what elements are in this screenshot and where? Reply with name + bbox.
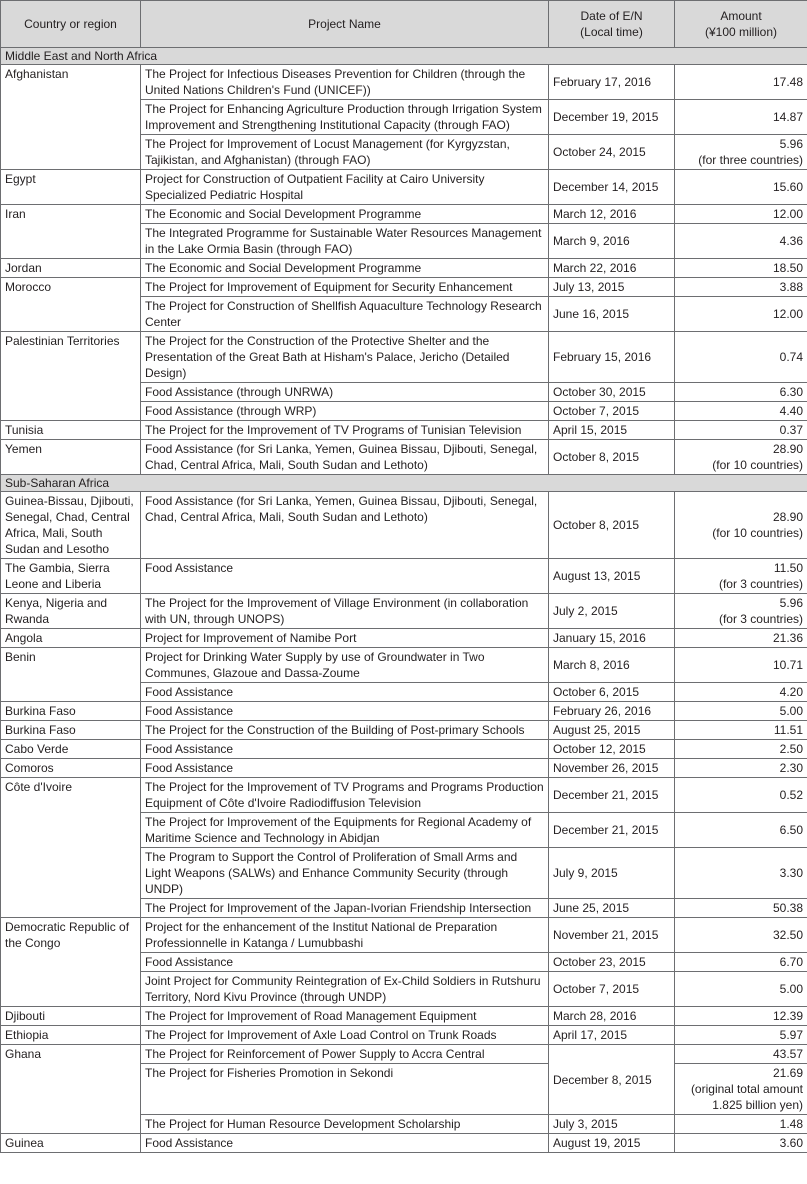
project-name-cell: Food Assistance — [141, 759, 549, 778]
project-name-cell: Food Assistance (for Sri Lanka, Yemen, Guinea Bissau, Djibouti, Senegal, Chad, Central Africa, Mali, South Sudan and Lethoto) — [141, 492, 549, 559]
project-name-cell: Project for Construction of Outpatient Facility at Cairo University Specialized Pediatric Hospital — [141, 170, 549, 205]
table-row — [1, 65, 807, 100]
header-amount-line2: (¥100 million) — [704, 25, 778, 39]
amount-cell — [675, 953, 807, 972]
header-date — [549, 1, 675, 48]
amount-cell — [675, 259, 807, 278]
date-cell: October 23, 2015 — [549, 953, 675, 972]
amount-note: (for 3 countries) — [718, 577, 803, 591]
amount-cell — [675, 848, 807, 899]
amount-cell — [675, 1134, 807, 1153]
project-name-cell: Food Assistance — [141, 1134, 549, 1153]
amount-value: 4.20 — [779, 685, 803, 699]
region-heading: Sub-Saharan Africa — [1, 475, 807, 492]
country-cell: Afghanistan — [1, 65, 141, 170]
amount-value: 4.36 — [779, 234, 803, 248]
date-cell: December 19, 2015 — [549, 100, 675, 135]
project-name-cell: The Project for the Construction of the Protective Shelter and the Presentation of the Great Bath at Hisham's Palace, Jericho (Detailed Design) — [141, 332, 549, 383]
project-name-cell: The Project for Human Resource Development Scholarship — [141, 1115, 549, 1134]
country-cell: Yemen — [1, 440, 141, 475]
region-row — [1, 48, 807, 65]
amount-value: 2.30 — [779, 761, 803, 775]
amount-cell — [675, 135, 807, 170]
date-cell: April 15, 2015 — [549, 421, 675, 440]
table-row — [1, 629, 807, 648]
project-name-cell: Food Assistance — [141, 683, 549, 702]
header-date-line2: (Local time) — [580, 25, 643, 39]
project-name-cell: Project for Improvement of Namibe Port — [141, 629, 549, 648]
amount-value: 15.60 — [772, 180, 803, 194]
amount-value: 6.30 — [779, 385, 803, 399]
amount-value: 5.00 — [779, 982, 803, 996]
amount-value: 10.71 — [772, 658, 803, 672]
date-cell: March 28, 2016 — [549, 1007, 675, 1026]
country-cell: Palestinian Territories — [1, 332, 141, 421]
project-name-cell: The Project for the Improvement of TV Programs of Tunisian Television — [141, 421, 549, 440]
table-row — [1, 918, 807, 953]
table-row — [1, 1007, 807, 1026]
table-row — [1, 594, 807, 629]
amount-cell — [675, 629, 807, 648]
project-name-cell: The Project for Reinforcement of Power Supply to Accra Central — [141, 1045, 549, 1064]
amount-cell — [675, 813, 807, 848]
project-name-cell: The Project for Infectious Diseases Prevention for Children (through the United Nations Children's Fund (UNICEF)) — [141, 65, 549, 100]
country-cell: Burkina Faso — [1, 702, 141, 721]
amount-cell — [675, 899, 807, 918]
project-name-cell: The Project for Improvement of the Japan-Ivorian Friendship Intersection — [141, 899, 549, 918]
date-cell: February 15, 2016 — [549, 332, 675, 383]
header-row — [1, 1, 807, 48]
country-cell: Jordan — [1, 259, 141, 278]
region-heading: Middle East and North Africa — [1, 48, 807, 65]
date-cell: January 15, 2016 — [549, 629, 675, 648]
amount-value: 3.30 — [779, 866, 803, 880]
table-row — [1, 492, 807, 559]
amount-cell — [675, 205, 807, 224]
amount-value: 14.87 — [772, 110, 803, 124]
amount-value: 3.88 — [779, 280, 803, 294]
project-name-cell: Food Assistance (through UNRWA) — [141, 383, 549, 402]
amount-value: 43.57 — [772, 1047, 803, 1061]
amount-cell — [675, 648, 807, 683]
header-project-label: Project Name — [308, 17, 381, 31]
amount-value: 1.48 — [779, 1117, 803, 1131]
amount-value: 5.97 — [779, 1028, 803, 1042]
project-name-cell: Project for the enhancement of the Institut National de Preparation Professionnelle in Katanga / Lumubbashi — [141, 918, 549, 953]
amount-value: 5.96 — [779, 137, 803, 151]
amount-cell — [675, 759, 807, 778]
country-cell: Ethiopia — [1, 1026, 141, 1045]
amount-value: 17.48 — [772, 75, 803, 89]
amount-cell — [675, 559, 807, 594]
amount-cell — [675, 278, 807, 297]
amount-note: (for 3 countries) — [718, 612, 803, 626]
table-row — [1, 421, 807, 440]
country-cell: Burkina Faso — [1, 721, 141, 740]
project-name-cell: The Project for Enhancing Agriculture Production through Irrigation System Improvement and Strengthening Institutional Capacity (through FAO) — [141, 100, 549, 135]
amount-value: 2.50 — [779, 742, 803, 756]
table-row — [1, 278, 807, 297]
amount-cell — [675, 778, 807, 813]
amount-note: (original total amount 1.825 billion yen) — [690, 1082, 803, 1112]
country-cell: Benin — [1, 648, 141, 702]
table-row — [1, 721, 807, 740]
country-cell: Comoros — [1, 759, 141, 778]
amount-cell — [675, 421, 807, 440]
project-name-cell: The Project for Construction of Shellfish Aquaculture Technology Research Center — [141, 297, 549, 332]
date-cell: July 13, 2015 — [549, 278, 675, 297]
amount-cell — [675, 1064, 807, 1115]
date-cell: August 25, 2015 — [549, 721, 675, 740]
country-cell: Côte d'Ivoire — [1, 778, 141, 918]
header-project — [141, 1, 549, 48]
amount-cell — [675, 170, 807, 205]
country-cell: Morocco — [1, 278, 141, 332]
country-cell: Tunisia — [1, 421, 141, 440]
date-cell: October 8, 2015 — [549, 492, 675, 559]
date-cell: August 19, 2015 — [549, 1134, 675, 1153]
amount-value: 6.50 — [779, 823, 803, 837]
country-cell: Guinea-Bissau, Djibouti, Senegal, Chad, Central Africa, Mali, South Sudan and Lesotho — [1, 492, 141, 559]
date-cell: March 9, 2016 — [549, 224, 675, 259]
amount-value: 12.00 — [772, 207, 803, 221]
amount-cell — [675, 402, 807, 421]
amount-cell — [675, 1115, 807, 1134]
amount-cell — [675, 332, 807, 383]
amount-value: 50.38 — [772, 901, 803, 915]
amount-cell — [675, 1026, 807, 1045]
date-cell: December 21, 2015 — [549, 813, 675, 848]
table-row — [1, 440, 807, 475]
amount-value: 21.36 — [772, 631, 803, 645]
amount-cell — [675, 683, 807, 702]
project-name-cell: The Project for Improvement of Locust Management (for Kyrgyzstan, Tajikistan, and Afghanistan) (through FAO) — [141, 135, 549, 170]
amount-cell — [675, 972, 807, 1007]
date-cell: February 26, 2016 — [549, 702, 675, 721]
date-cell: October 12, 2015 — [549, 740, 675, 759]
amount-cell — [675, 1045, 807, 1064]
date-cell: October 6, 2015 — [549, 683, 675, 702]
amount-value: 0.52 — [779, 788, 803, 802]
project-name-cell: The Economic and Social Development Programme — [141, 259, 549, 278]
project-name-cell: Food Assistance — [141, 740, 549, 759]
project-name-cell: Food Assistance — [141, 702, 549, 721]
date-cell: July 9, 2015 — [549, 848, 675, 899]
header-country — [1, 1, 141, 48]
project-name-cell: The Project for the Improvement of Village Environment (in collaboration with UN, through UNOPS) — [141, 594, 549, 629]
table-body — [1, 48, 807, 1153]
project-name-cell: The Project for Improvement of the Equipments for Regional Academy of Maritime Science and Technology in Abidjan — [141, 813, 549, 848]
country-cell: Djibouti — [1, 1007, 141, 1026]
project-name-cell: The Program to Support the Control of Proliferation of Small Arms and Light Weapons (SALWs) and Enhance Community Security (through UNDP) — [141, 848, 549, 899]
project-name-cell: The Project for Improvement of Equipment for Security Enhancement — [141, 278, 549, 297]
amount-value: 5.00 — [779, 704, 803, 718]
date-cell: March 22, 2016 — [549, 259, 675, 278]
amount-note: (for 10 countries) — [712, 458, 803, 472]
date-cell: October 24, 2015 — [549, 135, 675, 170]
project-name-cell: The Project for Fisheries Promotion in Sekondi — [141, 1064, 549, 1115]
table-row — [1, 1045, 807, 1064]
project-name-cell: The Project for the Construction of the Building of Post-primary Schools — [141, 721, 549, 740]
date-cell: April 17, 2015 — [549, 1026, 675, 1045]
amount-cell — [675, 440, 807, 475]
table-row — [1, 559, 807, 594]
country-cell: Iran — [1, 205, 141, 259]
amount-value: 5.96 — [779, 596, 803, 610]
date-cell: December 14, 2015 — [549, 170, 675, 205]
country-cell: Angola — [1, 629, 141, 648]
amount-cell — [675, 918, 807, 953]
date-cell: October 30, 2015 — [549, 383, 675, 402]
amount-value: 18.50 — [772, 261, 803, 275]
table-row — [1, 759, 807, 778]
amount-cell — [675, 1007, 807, 1026]
table-row — [1, 1026, 807, 1045]
date-cell: October 7, 2015 — [549, 972, 675, 1007]
date-cell: July 2, 2015 — [549, 594, 675, 629]
project-name-cell: Food Assistance (for Sri Lanka, Yemen, Guinea Bissau, Djibouti, Senegal, Chad, Central Africa, Mali, South Sudan and Lethoto) — [141, 440, 549, 475]
table-row — [1, 332, 807, 383]
date-cell: December 21, 2015 — [549, 778, 675, 813]
country-cell: Kenya, Nigeria and Rwanda — [1, 594, 141, 629]
table-row — [1, 778, 807, 813]
project-name-cell: Joint Project for Community Reintegration of Ex-Child Soldiers in Rutshuru Territory, Nord Kivu Province (through UNDP) — [141, 972, 549, 1007]
header-amount-line1: Amount — [720, 9, 762, 23]
table-row — [1, 648, 807, 683]
date-cell: June 16, 2015 — [549, 297, 675, 332]
amount-value: 6.70 — [779, 955, 803, 969]
amount-value: 21.69 — [772, 1066, 803, 1080]
date-cell: December 8, 2015 — [549, 1045, 675, 1115]
amount-cell — [675, 383, 807, 402]
table-row — [1, 702, 807, 721]
amount-value: 4.40 — [779, 404, 803, 418]
table-row — [1, 259, 807, 278]
country-cell: Democratic Republic of the Congo — [1, 918, 141, 1007]
country-cell: The Gambia, Sierra Leone and Liberia — [1, 559, 141, 594]
amount-cell — [675, 721, 807, 740]
amount-value: 12.39 — [772, 1009, 803, 1023]
date-cell: July 3, 2015 — [549, 1115, 675, 1134]
project-name-cell: Food Assistance (through WRP) — [141, 402, 549, 421]
amount-cell — [675, 594, 807, 629]
project-name-cell: The Project for the Improvement of TV Programs and Programs Production Equipment of Côte d'Ivoire Radiodiffusion Television — [141, 778, 549, 813]
project-name-cell: The Project for Improvement of Road Management Equipment — [141, 1007, 549, 1026]
country-cell: Ghana — [1, 1045, 141, 1134]
amount-cell — [675, 297, 807, 332]
amount-cell — [675, 100, 807, 135]
header-amount — [675, 1, 807, 48]
project-name-cell: Food Assistance — [141, 953, 549, 972]
region-row — [1, 475, 807, 492]
country-cell: Cabo Verde — [1, 740, 141, 759]
date-cell: October 8, 2015 — [549, 440, 675, 475]
amount-cell — [675, 702, 807, 721]
table-row — [1, 1134, 807, 1153]
amount-note: (for 10 countries) — [712, 526, 803, 540]
amount-value: 11.51 — [773, 723, 803, 737]
amount-value: 0.37 — [779, 423, 803, 437]
amount-value: 32.50 — [772, 928, 803, 942]
amount-value: 11.50 — [773, 561, 803, 575]
amount-value: 28.90 — [772, 510, 803, 524]
table-row — [1, 740, 807, 759]
date-cell: March 12, 2016 — [549, 205, 675, 224]
date-cell: June 25, 2015 — [549, 899, 675, 918]
date-cell: November 26, 2015 — [549, 759, 675, 778]
amount-cell — [675, 65, 807, 100]
amount-value: 3.60 — [779, 1136, 803, 1150]
table-row — [1, 170, 807, 205]
date-cell: October 7, 2015 — [549, 402, 675, 421]
date-cell: February 17, 2016 — [549, 65, 675, 100]
project-name-cell: The Economic and Social Development Programme — [141, 205, 549, 224]
table-row — [1, 205, 807, 224]
amount-cell — [675, 492, 807, 559]
header-country-label: Country or region — [24, 17, 117, 31]
amount-value: 12.00 — [772, 307, 803, 321]
amount-value: 28.90 — [772, 442, 803, 456]
date-cell: November 21, 2015 — [549, 918, 675, 953]
amount-cell — [675, 740, 807, 759]
country-cell: Egypt — [1, 170, 141, 205]
amount-note: (for three countries) — [698, 153, 803, 167]
country-cell: Guinea — [1, 1134, 141, 1153]
project-name-cell: Food Assistance — [141, 559, 549, 594]
amount-cell — [675, 224, 807, 259]
header-date-line1: Date of E/N — [580, 9, 643, 23]
project-name-cell: The Project for Improvement of Axle Load Control on Trunk Roads — [141, 1026, 549, 1045]
date-cell: August 13, 2015 — [549, 559, 675, 594]
project-name-cell: The Integrated Programme for Sustainable Water Resources Management in the Lake Ormia Basin (through FAO) — [141, 224, 549, 259]
date-cell: March 8, 2016 — [549, 648, 675, 683]
project-name-cell: Project for Drinking Water Supply by use of Groundwater in Two Communes, Glazoue and Dassa-Zoume — [141, 648, 549, 683]
amount-value: 0.74 — [779, 350, 803, 364]
